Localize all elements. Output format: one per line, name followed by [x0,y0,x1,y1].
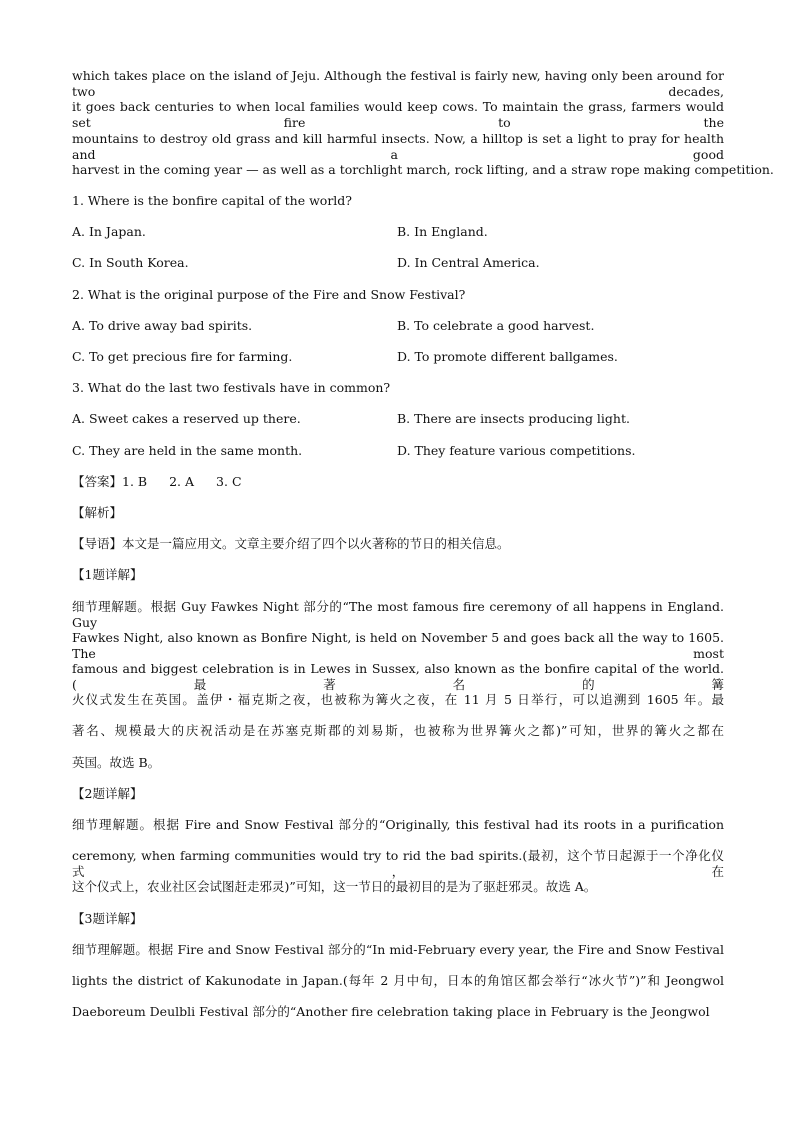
option-d: D. In Central America. [397,255,540,270]
detail-line: Daeboreum Deulbli Festival 部分的“Another fire celebration taking place in February is the Jeongwol [72,1004,710,1019]
detail-line: famous and biggest celebration is in Lewes in Sussex, also known as the bonfire capital of the world.(最著名的篝 [72,661,724,692]
option-d: D. To promote different ballgames. [397,349,618,364]
option-a: A. Sweet cakes a reserved up there. [72,411,301,426]
question-stem: 2. What is the original purpose of the Fire and Snow Festival? [72,287,466,302]
answer-line [72,474,724,490]
option-d: D. They feature various competitions. [397,443,636,458]
detail-line: 著名、规模最大的庆祝活动是在苏塞克斯郡的刘易斯，也被称为世界篝火之都)”可知，世界的篝火之都在 [72,723,724,738]
detail-line: 细节理解题。根据 Guy Fawkes Night 部分的“The most famous fire ceremony of all happens in England. Guy [72,599,724,630]
detail-line: 火仪式发生在英国。盖伊・福克斯之夜，也被称为篝火之夜，在 11 月 5 日举行，可以追溯到 1605 年。最 [72,692,724,707]
passage-line: harvest in the coming year — as well as a torchlight march, rock lifting, and a straw rope making competition. [72,162,774,177]
answer-item: 3. C [216,474,242,489]
answer-item: 1. B [122,474,148,489]
passage-line: mountains to destroy old grass and kill harmful insects. Now, a hilltop is set a light to pray for health and a good [72,131,724,162]
answer-item: 2. A [169,474,195,489]
option-b: B. There are insects producing light. [397,411,630,426]
option-c: C. They are held in the same month. [72,443,303,458]
detail-line: lights the district of Kakunodate in Japan.(每年 2 月中旬，日本的角馆区都会举行“冰火节”)”和 Jeongwol [72,973,724,988]
detail-heading: 【1题详解】 [72,567,143,582]
question-stem: 3. What do the last two festivals have in common? [72,380,391,395]
option-a: A. In Japan. [72,224,146,239]
detail-line: 细节理解题。根据 Fire and Snow Festival 部分的“In mid-February every year, the Fire and Snow Festival [72,942,724,957]
detail-line: 细节理解题。根据 Fire and Snow Festival 部分的“Originally, this festival had its roots in a purification [72,817,724,832]
passage-line: which takes place on the island of Jeju. Although the festival is fairly new, having only been around for two decades, [72,68,724,99]
detail-line: 这个仪式上，农业社区会试图赶走邪灵)”可知，这一节日的最初目的是为了驱赶邪灵。故选 A。 [72,879,597,894]
guide-text: 【导语】本文是一篇应用文。文章主要介绍了四个以火著称的节日的相关信息。 [72,536,510,551]
option-b: B. In England. [397,224,488,239]
question-stem: 1. Where is the bonfire capital of the world? [72,193,353,208]
answer-label: 【答案】 [72,474,123,489]
detail-line: Fawkes Night, also known as Bonfire Night, is held on November 5 and goes back all the way to 1605. The most [72,630,724,661]
detail-line: ceremony, when farming communities would try to rid the bad spirits.(最初，这个节日起源于一个净化仪式，在 [72,848,724,879]
detail-line: 英国。故选 B。 [72,755,161,770]
option-c: C. To get precious fire for farming. [72,349,293,364]
detail-heading: 【3题详解】 [72,911,143,926]
detail-heading: 【2题详解】 [72,786,143,801]
passage-line: it goes back centuries to when local families would keep cows. To maintain the grass, farmers would set fire to the [72,99,724,130]
analysis-label: 【解析】 [72,505,123,520]
option-a: A. To drive away bad spirits. [72,318,253,333]
option-b: B. To celebrate a good harvest. [397,318,595,333]
option-c: C. In South Korea. [72,255,189,270]
